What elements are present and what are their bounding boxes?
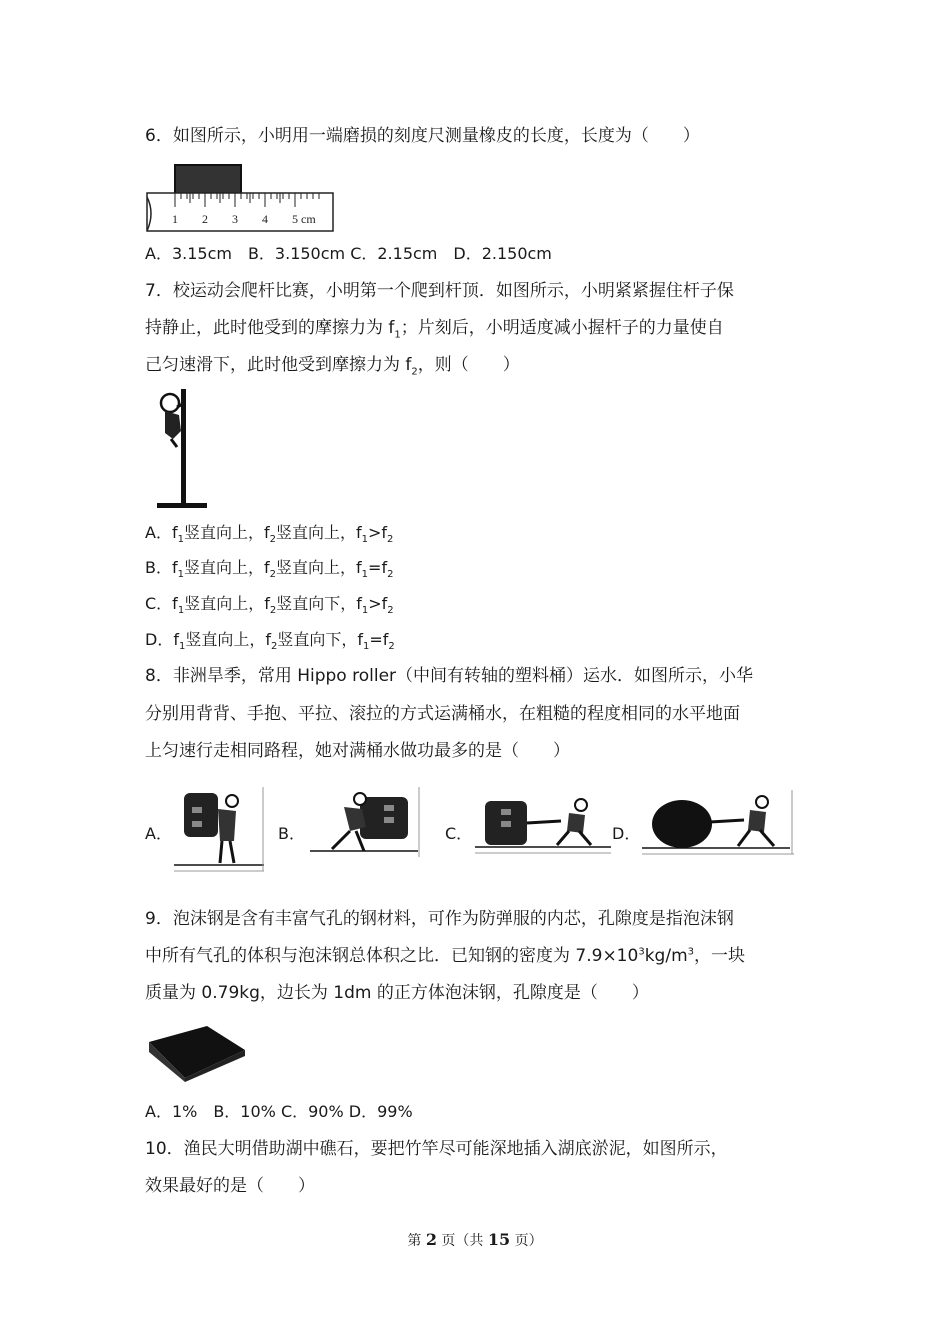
page-number: 2 <box>425 1230 437 1249</box>
q10-stem-line2: 效果最好的是（ ） <box>145 1176 315 1196</box>
ruler-eraser-figure <box>143 163 338 235</box>
hippo-roller-hug-figure <box>306 787 422 859</box>
q7-stem-line1: 7．校运动会爬杆比赛，小明第一个爬到杆顶．如图所示，小明紧紧握住杆子保 <box>145 281 734 301</box>
ruler-label-1: 1 <box>172 212 178 226</box>
q9-stem-line3: 质量为 0.79kg，边长为 1dm 的正方体泡沫钢，孔隙度是（ ） <box>145 983 649 1003</box>
foam-steel-block-figure <box>145 1022 249 1084</box>
q8-stem-line1: 8．非洲旱季，常用 Hippo roller（中间有转轴的塑料桶）运水．如图所示，小华 <box>145 666 754 686</box>
q7-stem-line2: 持静止，此时他受到的摩擦力为 $f_1$；片刻后，小明适度减小握杆子的力量使自 <box>145 318 724 341</box>
hippo-roller-roll-figure <box>640 790 796 856</box>
q8-label-d: D． <box>612 824 641 843</box>
q6-stem: 6．如图所示，小明用一端磨损的刻度尺测量橡皮的长度，长度为（ ） <box>145 126 700 146</box>
q8-label-c: C． <box>445 824 473 843</box>
q8-stem-line2: 分别用背背、手抱、平拉、滚拉的方式运满桶水，在粗糙的程度相同的水平地面 <box>145 704 740 724</box>
hippo-roller-drag-figure <box>473 795 613 855</box>
q10-stem-line1: 10．渔民大明借助湖中礁石，要把竹竿尽可能深地插入湖底淤泥，如图所示， <box>145 1139 728 1159</box>
q7-option-b: B．$f_1$竖直向上，$f_2$竖直向上，$f_1=f_2$ <box>145 558 394 581</box>
q7-option-c: C．$f_1$竖直向上，$f_2$竖直向下，$f_1>f_2$ <box>145 594 394 617</box>
ruler-label-2: 2 <box>202 212 208 226</box>
pole-climbing-figure <box>143 385 213 513</box>
q9-stem-line1: 9．泡沫钢是含有丰富气孔的钢材料，可作为防弹服的内芯，孔隙度是指泡沫钢 <box>145 909 734 929</box>
q9-stem-line2: 中所有气孔的体积与泡沫钢总体积之比．已知钢的密度为 $7.9\times 10^3kg/m^3$，一块 <box>145 946 746 966</box>
q9-options: A．1% B．10% C．90% D．99% <box>145 1102 413 1121</box>
q6-options: A．3.15cm B．3.150cm C．2.15cm D．2.150cm <box>145 244 552 263</box>
ruler-label-4: 4 <box>262 212 268 226</box>
q7-option-a: A．$f_1$竖直向上，$f_2$竖直向上，$f_1>f_2$ <box>145 523 394 546</box>
page-total: 15 <box>487 1230 511 1249</box>
q8-stem-line3: 上匀速行走相同路程，她对满桶水做功最多的是（ ） <box>145 741 570 761</box>
ruler-label-5cm: 5 cm <box>292 212 316 226</box>
q8-label-a: A． <box>145 824 172 843</box>
page-footer: 第 2 页（共 15 页） <box>407 1230 543 1249</box>
q7-option-d: D．$f_1$竖直向上，$f_2$竖直向下，$f_1=f_2$ <box>145 630 395 653</box>
ruler-label-3: 3 <box>232 212 238 226</box>
q7-stem-line3: 己匀速滑下，此时他受到摩擦力为 $f_2$，则（ ） <box>145 355 520 378</box>
q8-label-b: B． <box>278 824 305 843</box>
hippo-roller-carry-back-figure <box>172 787 267 873</box>
